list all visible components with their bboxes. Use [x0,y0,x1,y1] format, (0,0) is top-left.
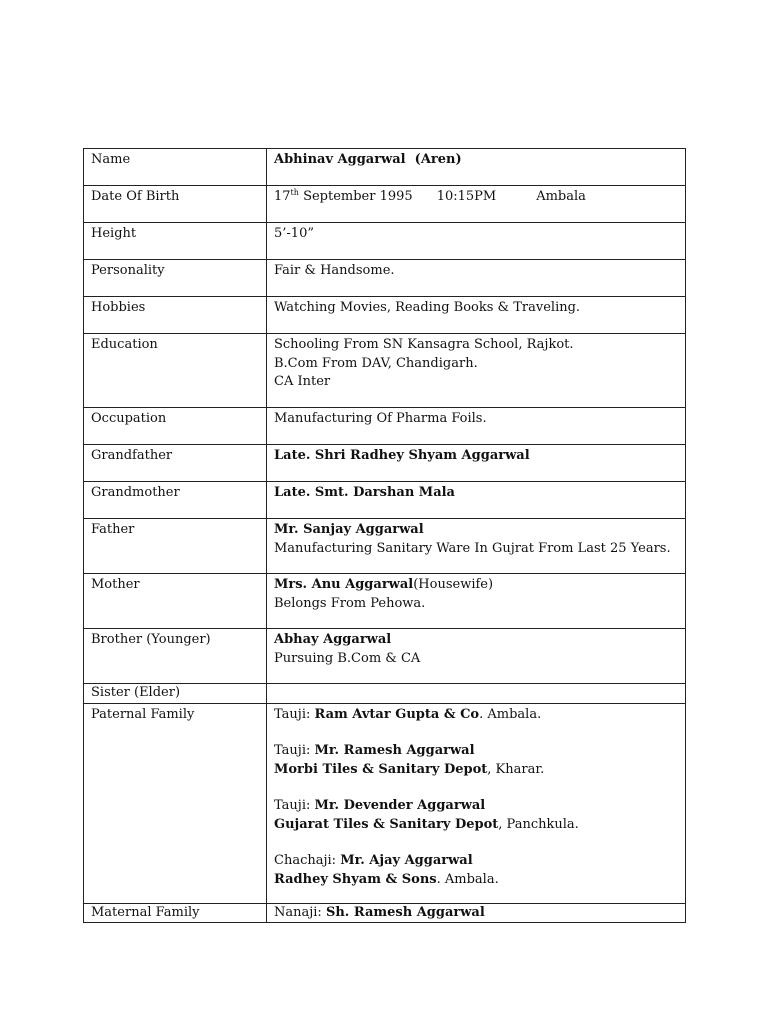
grandmother-label: Grandmother [84,482,267,519]
father-name: Mr. Sanjay Aggarwal [274,522,424,537]
sister-value [267,684,686,704]
paternal-entry: Tauji: Mr. Ramesh Aggarwal [274,743,475,758]
paternal-label: Paternal Family [84,703,267,903]
paternal-business: Radhey Shyam & Sons. Ambala. [274,871,499,887]
table-row [84,149,686,186]
paternal-entry: Tauji: Ram Avtar Gupta & Co. Ambala. [274,706,542,722]
maternal-value: Nanaji: Sh. Ramesh Aggarwal [267,903,686,923]
table-row [84,629,686,684]
grandfather-name: Late. Shri Radhey Shyam Aggarwal [274,448,530,463]
education-line: B.Com From DAV, Chandigarh. [274,355,478,371]
maternal-name: Sh. Ramesh Aggarwal [325,904,485,920]
paternal-business: Morbi Tiles & Sanitary Depot, Kharar. [274,761,545,777]
brother-name: Abhay Aggarwal [274,632,392,647]
dob-day: 17 [274,189,291,204]
paternal-business: Gujarat Tiles & Sanitary Depot, Panchkula. [274,816,579,832]
hobbies-value: Watching Movies, Reading Books & Traveling. [267,297,686,334]
education-line: CA Inter [274,374,331,389]
biodata-table [83,148,686,923]
education-line: Schooling From SN Kansagra School, Rajkot. [274,337,574,352]
personality-value: Fair & Handsome. [267,260,686,297]
grandmother-value [267,482,686,519]
table-row [84,223,686,260]
table-row [84,903,686,923]
dob-value [267,186,686,223]
mother-note: (Housewife) [413,577,494,592]
table-row [84,445,686,482]
occupation-label: Occupation [84,408,267,445]
brother-label: Brother (Younger) [84,629,267,684]
height-label: Height [84,223,267,260]
mother-detail: Belongs From Pehowa. [274,595,426,611]
table-row [84,482,686,519]
grandmother-name: Late. Smt. Darshan Mala [274,485,455,500]
father-label: Father [84,519,267,574]
grandfather-label: Grandfather [84,445,267,482]
occupation-value: Manufacturing Of Pharma Foils. [267,408,686,445]
dob-month-year: September 1995 [303,189,413,204]
dob-suffix: th [290,188,299,197]
table-row [84,703,686,903]
table-row [84,408,686,445]
grandfather-value [267,445,686,482]
table-row [84,334,686,408]
maternal-label: Maternal Family [84,903,267,923]
education-value [267,334,686,408]
candidate-name: Abhinav Aggarwal (Aren) [274,152,462,167]
paternal-entry: Tauji: Mr. Devender Aggarwal [274,798,486,813]
height-value: 5’-10” [267,223,686,260]
brother-detail: Pursuing B.Com & CA [274,650,421,666]
table-row [84,519,686,574]
education-label: Education [84,334,267,408]
hobbies-label: Hobbies [84,297,267,334]
sister-label: Sister (Elder) [84,684,267,704]
mother-value [267,574,686,629]
paternal-entry: Chachaji: Mr. Ajay Aggarwal [274,853,473,868]
name-label: Name [84,149,267,186]
brother-value [267,629,686,684]
dob-place: Ambala [536,189,586,204]
dob-label: Date Of Birth [84,186,267,223]
name-value [267,149,686,186]
table-row [84,260,686,297]
table-row [84,574,686,629]
personality-label: Personality [84,260,267,297]
paternal-value [267,703,686,903]
mother-label: Mother [84,574,267,629]
father-detail: Manufacturing Sanitary Ware In Gujrat From Last 25 Years. [274,540,671,556]
table-row [84,684,686,704]
table-row [84,297,686,334]
father-value [267,519,686,574]
table-row [84,186,686,223]
dob-time: 10:15PM [436,189,497,204]
mother-name: Mrs. Anu Aggarwal [274,577,414,592]
